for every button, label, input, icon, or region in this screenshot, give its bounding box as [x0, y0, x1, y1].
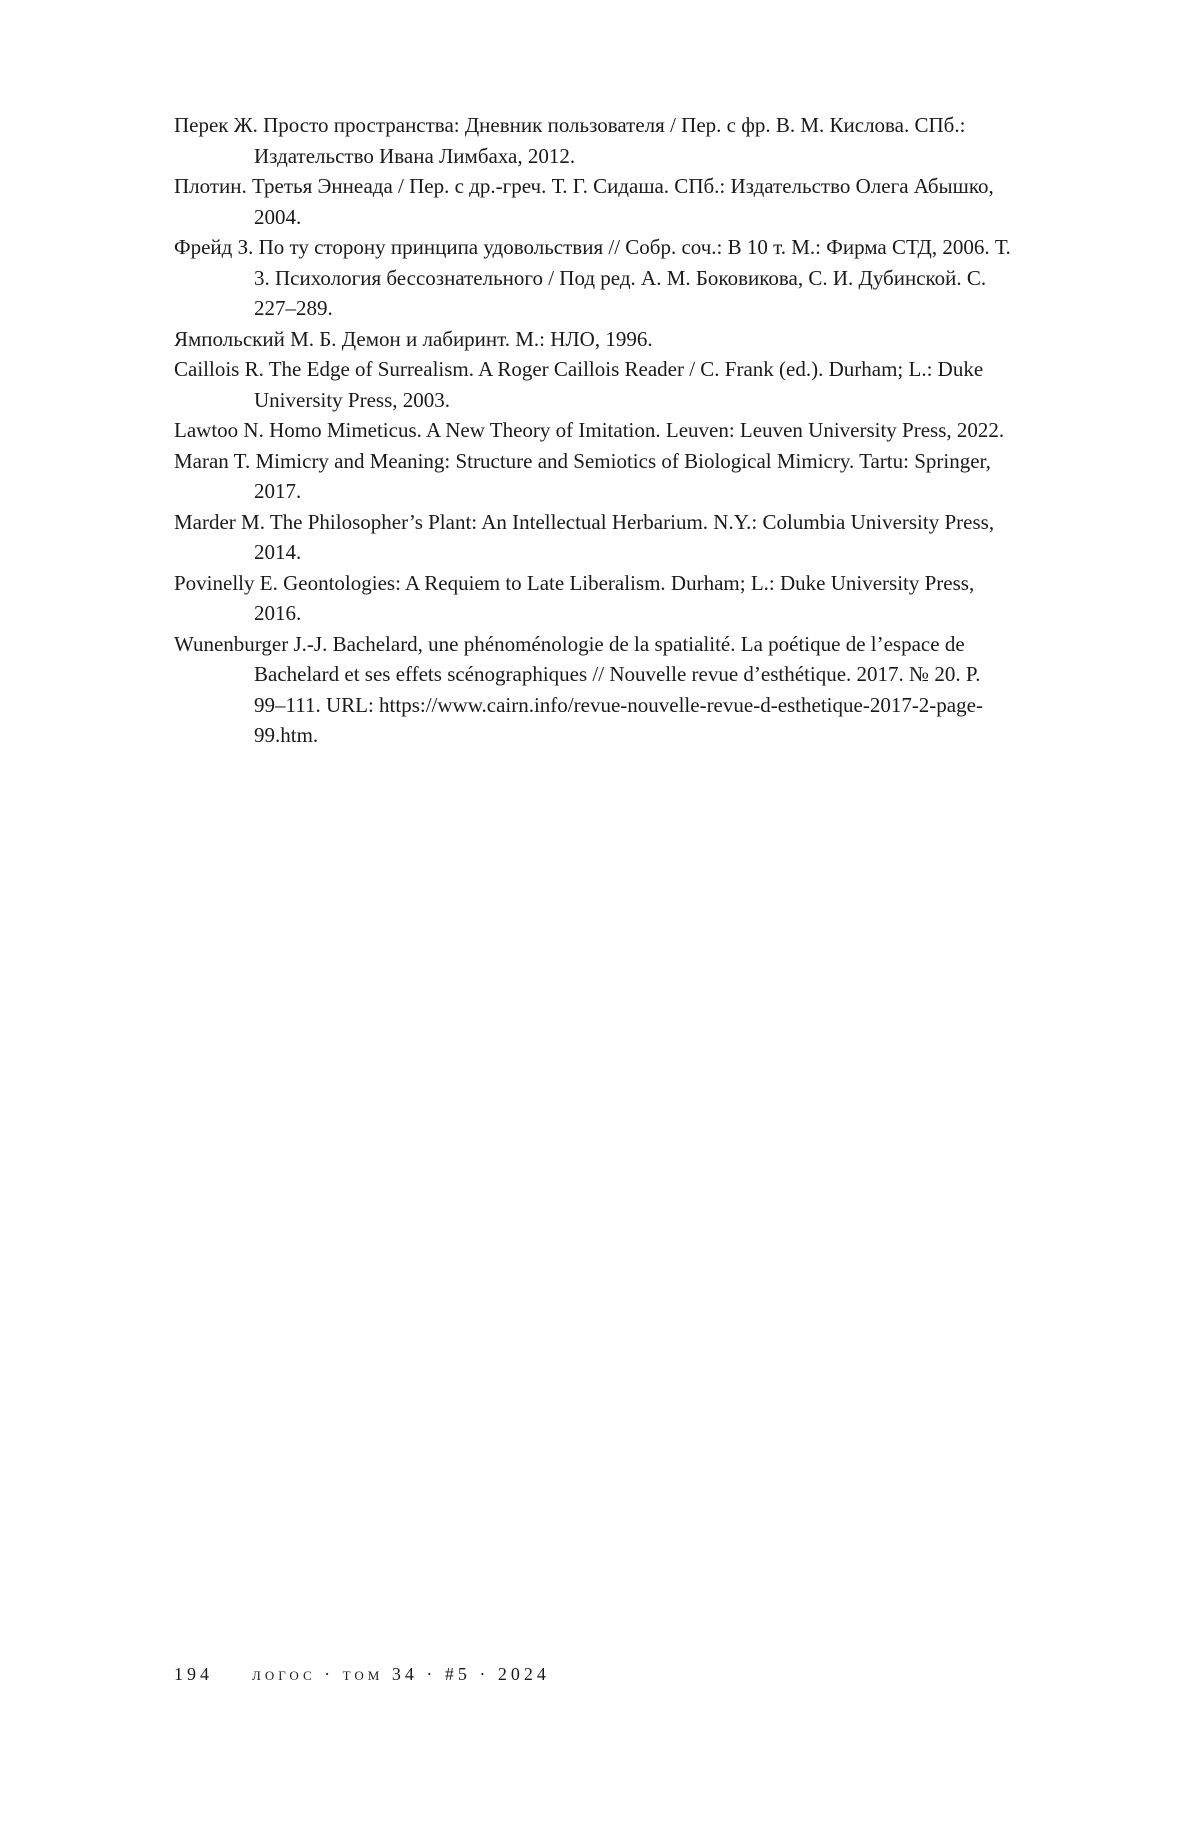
bibliography-entry-povinelly: Povinelly E. Geontologies: A Requiem to Late Liberalism. Durham; L.: Duke University Press, 2016. — [174, 570, 975, 625]
page-footer — [174, 1664, 550, 1685]
bibliography-entry-plotinus: Плотин. Третья Эннеада / Пер. с др.-греч. Т. Г. Сидаша. СПб.: Издательство Олега Абышко, 2004. — [174, 174, 994, 229]
running-head: логос · том 34 · #5 · 2024 — [252, 1664, 550, 1684]
bibliography-entry-maran: Maran T. Mimicry and Meaning: Structure and Semiotics of Biological Mimicry. Tartu: Springer, 2017. — [174, 448, 991, 503]
bibliography-entry-perec: Перек Ж. Просто пространства: Дневник пользователя / Пер. с фр. В. М. Кислова. СПб.: Издательство Ивана Лимбаха, 2012. — [174, 113, 966, 168]
bibliography-entry-lawtoo: Lawtoo N. Homo Mimeticus. A New Theory of Imitation. Leuven: Leuven University Press, 2022. — [174, 418, 1005, 442]
bibliography-entry-wunenburger: Wunenburger J.-J. Bachelard, une phénoménologie de la spatialité. La poétique de l’espace de Bachelard et ses effets scénographiques // Nouvelle revue d’esthétique. 2017. № 20. P. 99–111. URL: https://www.cairn.info/revue-nouvelle-revue-d-esthetique-2017-2-page-99.htm. — [174, 631, 983, 747]
bibliography-entry-freud: Фрейд З. По ту сторону принципа удовольствия // Собр. соч.: В 10 т. М.: Фирма СТД, 2006. Т. 3. Психология бессознательного / Под ред. А. М. Боковикова, С. И. Дубинской. С. 227–289. — [174, 235, 1011, 320]
bibliography-list — [174, 110, 1014, 751]
page-number: 194 — [174, 1664, 213, 1684]
bibliography-entry-marder: Marder M. The Philosopher’s Plant: An Intellectual Herbarium. N.Y.: Columbia University Press, 2014. — [174, 509, 995, 564]
bibliography-entry-yampolsky: Ямпольский М. Б. Демон и лабиринт. М.: НЛО, 1996. — [174, 326, 653, 351]
bibliography-entry-caillois: Caillois R. The Edge of Surrealism. A Roger Caillois Reader / C. Frank (ed.). Durham; L.: Duke University Press, 2003. — [174, 357, 984, 412]
